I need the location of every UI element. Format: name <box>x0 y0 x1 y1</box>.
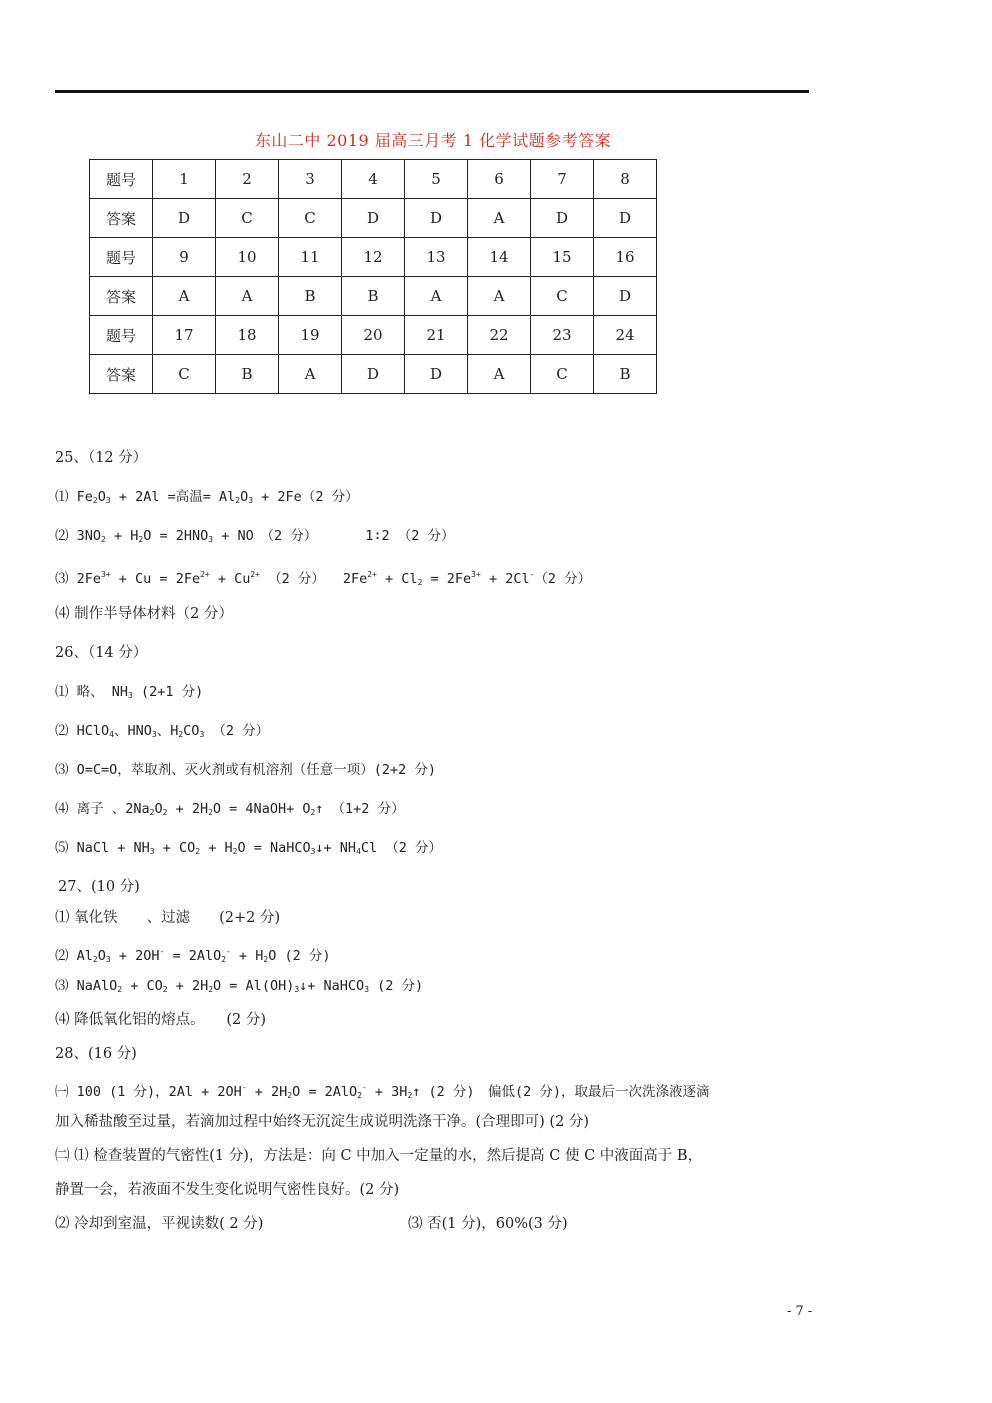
table-cell: B <box>594 355 657 394</box>
table-cell: 14 <box>468 238 531 277</box>
q27-line-1: ⑴ 氧化铁 、过滤 (2+2 分) <box>55 910 281 926</box>
table-cell: D <box>594 199 657 238</box>
table-cell: 15 <box>531 238 594 277</box>
q28-heading: 28、(16 分) <box>55 1046 137 1062</box>
table-cell: 18 <box>216 316 279 355</box>
table-cell: C <box>279 199 342 238</box>
q28-line-3: ㈡ ⑴ 检查装置的气密性(1 分)，方法是：向 C 中加入一定量的水，然后提高 C 使 C 中液面高于 B， <box>55 1148 703 1164</box>
page-title: 东山二中 2019 届高三月考 1 化学试题参考答案 <box>254 131 612 150</box>
q26-line-4: ⑷ 离子 、$2Na_2O_2 + 2H_2O$ = 4NaOH+ $O_2↑$ （1+2 分） <box>55 801 405 817</box>
table-cell: 7 <box>531 160 594 199</box>
table-cell: 12 <box>342 238 405 277</box>
table-cell: D <box>153 199 216 238</box>
table-cell: D <box>405 355 468 394</box>
table-cell: B <box>279 277 342 316</box>
page-number: - 7 - <box>787 1304 813 1319</box>
q28-line-5: ⑵ 冷却到室温，平视读数( 2 分) <box>55 1216 264 1232</box>
table-cell: C <box>153 355 216 394</box>
table-cell: 17 <box>153 316 216 355</box>
q27-heading: 27、(10 分) <box>58 879 140 895</box>
table-cell: 2 <box>216 160 279 199</box>
q25-heading: 25、（12 分） <box>55 450 148 466</box>
table-cell: 16 <box>594 238 657 277</box>
table-cell: A <box>153 277 216 316</box>
header-rule <box>55 90 809 93</box>
q25-line-3: ⑶ $2Fe^{3+} + Cu = 2Fe^{2+} + Cu^{2+}$ （2 分） $2Fe^{2+} + Cl_2 = 2Fe^{3+} + 2Cl^-(2$ 分） <box>55 570 592 587</box>
table-cell: A <box>216 277 279 316</box>
table-cell: D <box>342 199 405 238</box>
table-cell: 19 <box>279 316 342 355</box>
q26-line-3: ⑶ O=C=O，萃取剂、灭火剂或有机溶剂（任意一项）(2+2 分) <box>55 762 437 778</box>
table-row-header: 题号 <box>90 316 153 355</box>
q28-line-4: 静置一会，若液面不发生变化说明气密性良好。(2 分) <box>55 1182 400 1198</box>
table-cell: 1 <box>153 160 216 199</box>
table-cell: A <box>405 277 468 316</box>
table-cell: C <box>216 199 279 238</box>
table-cell: C <box>531 355 594 394</box>
q28-line-5-part2: ⑶ 否(1 分)，60%(3 分) <box>408 1216 568 1232</box>
q26-heading: 26、（14 分） <box>55 645 148 661</box>
table-cell: 5 <box>405 160 468 199</box>
q27-line-4: ⑷ 降低氧化铝的熔点。 (2 分) <box>55 1012 267 1028</box>
answer-table <box>89 159 657 394</box>
q26-line-2: ⑵ HClO$_4$、$HNO_3$、$H_2CO_3$ （2 分） <box>55 723 270 739</box>
table-cell: A <box>468 277 531 316</box>
table-cell: D <box>531 199 594 238</box>
table-cell: 24 <box>594 316 657 355</box>
table-cell: 8 <box>594 160 657 199</box>
table-cell: 4 <box>342 160 405 199</box>
table-cell: 20 <box>342 316 405 355</box>
table-cell: 11 <box>279 238 342 277</box>
q25-line-4: ⑷ 制作半导体材料（2 分） <box>55 606 233 622</box>
table-row <box>90 277 657 316</box>
table-row <box>90 316 657 355</box>
table-cell: 9 <box>153 238 216 277</box>
table-row-header: 答案 <box>90 355 153 394</box>
table-cell: 21 <box>405 316 468 355</box>
q27-line-3: ⑶ NaAlO$_2$ + $CO_2 + 2H_2O$ = $Al(OH)_3↓+$ NaHCO$_3$ (2 分) <box>55 978 424 994</box>
table-cell: D <box>342 355 405 394</box>
table-row <box>90 238 657 277</box>
table-cell: 22 <box>468 316 531 355</box>
table-cell: D <box>405 199 468 238</box>
q27-line-2: ⑵ $Al_2O_3 + 2OH^- = 2AlO_2^- + H_2O$ (2 分) <box>55 947 331 964</box>
table-cell: B <box>216 355 279 394</box>
table-cell: 23 <box>531 316 594 355</box>
q26-line-5: ⑸ NaCl + $NH_3 + CO_2 + H_2O$ = NaHCO$_3$↓+ $NH_4Cl$ （2 分） <box>55 840 443 856</box>
table-cell: 3 <box>279 160 342 199</box>
table-row <box>90 355 657 394</box>
q28-line-1: ㈠ 100 (1 分)，$2Al + 2OH^- + 2H_2O = 2AlO_2^-$ + $3H_2↑$ (2 分) 偏低(2 分)，取最后一次洗涤液逐滴 <box>55 1083 710 1100</box>
table-row <box>90 160 657 199</box>
q25-line-2: ⑵ $3NO_2 + H_2O = 2HNO_3$ + NO （2 分） 1∶2 （2 分） <box>55 528 455 544</box>
table-cell: C <box>531 277 594 316</box>
table-cell: B <box>342 277 405 316</box>
table-row-header: 题号 <box>90 160 153 199</box>
q25-line-1: ⑴ $Fe_2O_3 + 2Al$ =高温= $Al_2O_3 + 2Fe(2$ 分） <box>55 489 359 505</box>
table-cell: A <box>468 355 531 394</box>
table-cell: 6 <box>468 160 531 199</box>
table-row-header: 答案 <box>90 199 153 238</box>
table-cell: A <box>279 355 342 394</box>
table-row-header: 答案 <box>90 277 153 316</box>
table-cell: A <box>468 199 531 238</box>
q28-line-2: 加入稀盐酸至过量，若滴加过程中始终无沉淀生成说明洗涤干净。(合理即可) (2 分) <box>55 1114 590 1130</box>
q26-line-1: ⑴ 略、 $NH_3$ (2+1 分) <box>55 684 204 700</box>
table-cell: 13 <box>405 238 468 277</box>
table-cell: D <box>594 277 657 316</box>
table-cell: 10 <box>216 238 279 277</box>
table-row <box>90 199 657 238</box>
table-row-header: 题号 <box>90 238 153 277</box>
